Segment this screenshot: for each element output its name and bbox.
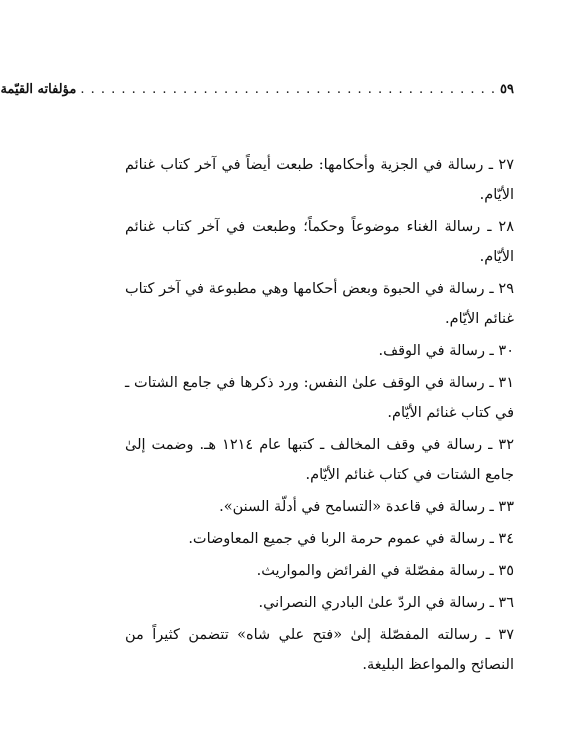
page-number: ٥٩: [500, 82, 514, 97]
list-item: ٣١ ـ رسالة في الوقف علىٰ النفس: ورد ذكرها في جامع الشتات ـ في كتاب غنائم الأيّام.: [125, 375, 514, 421]
list-item: ٣٣ ـ رسالة في قاعدة «التسامح في أدلّة السنن».: [219, 499, 514, 515]
page-header: [0, 82, 514, 104]
list-item: ٣٧ ـ رسالته المفصّلة إلىٰ «فتح علي شاه» تتضمن كثيراً من النصائح والمواعظ البليغة.: [125, 627, 514, 673]
list-item: ٣٥ ـ رسالة مفصّلة في الفرائض والمواريث.: [256, 563, 514, 579]
list-item: ٣٤ ـ رسالة في عموم حرمة الربا في جميع المعاوضات.: [188, 531, 514, 547]
running-title: مؤلفاته القيّمة: [0, 82, 77, 97]
header-leader-dots: . . . . . . . . . . . . . . . . . . . . . . . . . . . . . . . . . . . . . . . . .: [80, 82, 497, 97]
list-item: ٢٩ ـ رسالة في الحبوة وبعض أحكامها وهي مطبوعة في آخر كتاب غنائم الأيّام.: [125, 281, 514, 327]
list-item: ٢٧ ـ رسالة في الجزية وأحكامها: طبعت أيضاً في آخر كتاب غنائم الأيّام.: [125, 157, 514, 203]
list-item: ٣٠ ـ رسالة في الوقف.: [378, 343, 514, 359]
body-text: [125, 150, 514, 682]
list-item: ٣٦ ـ رسالة في الردّ علىٰ البادري النصراني.: [258, 595, 514, 611]
list-item: ٣٢ ـ رسالة في وقف المخالف ـ كتبها عام ١٢١٤ هـ. وضمت إلىٰ جامع الشتات في كتاب غنائم الأيّام.: [125, 437, 514, 483]
list-item: ٢٨ ـ رسالة الغناء موضوعاً وحكماً؛ وطبعت في آخر كتاب غنائم الأيّام.: [125, 219, 514, 265]
